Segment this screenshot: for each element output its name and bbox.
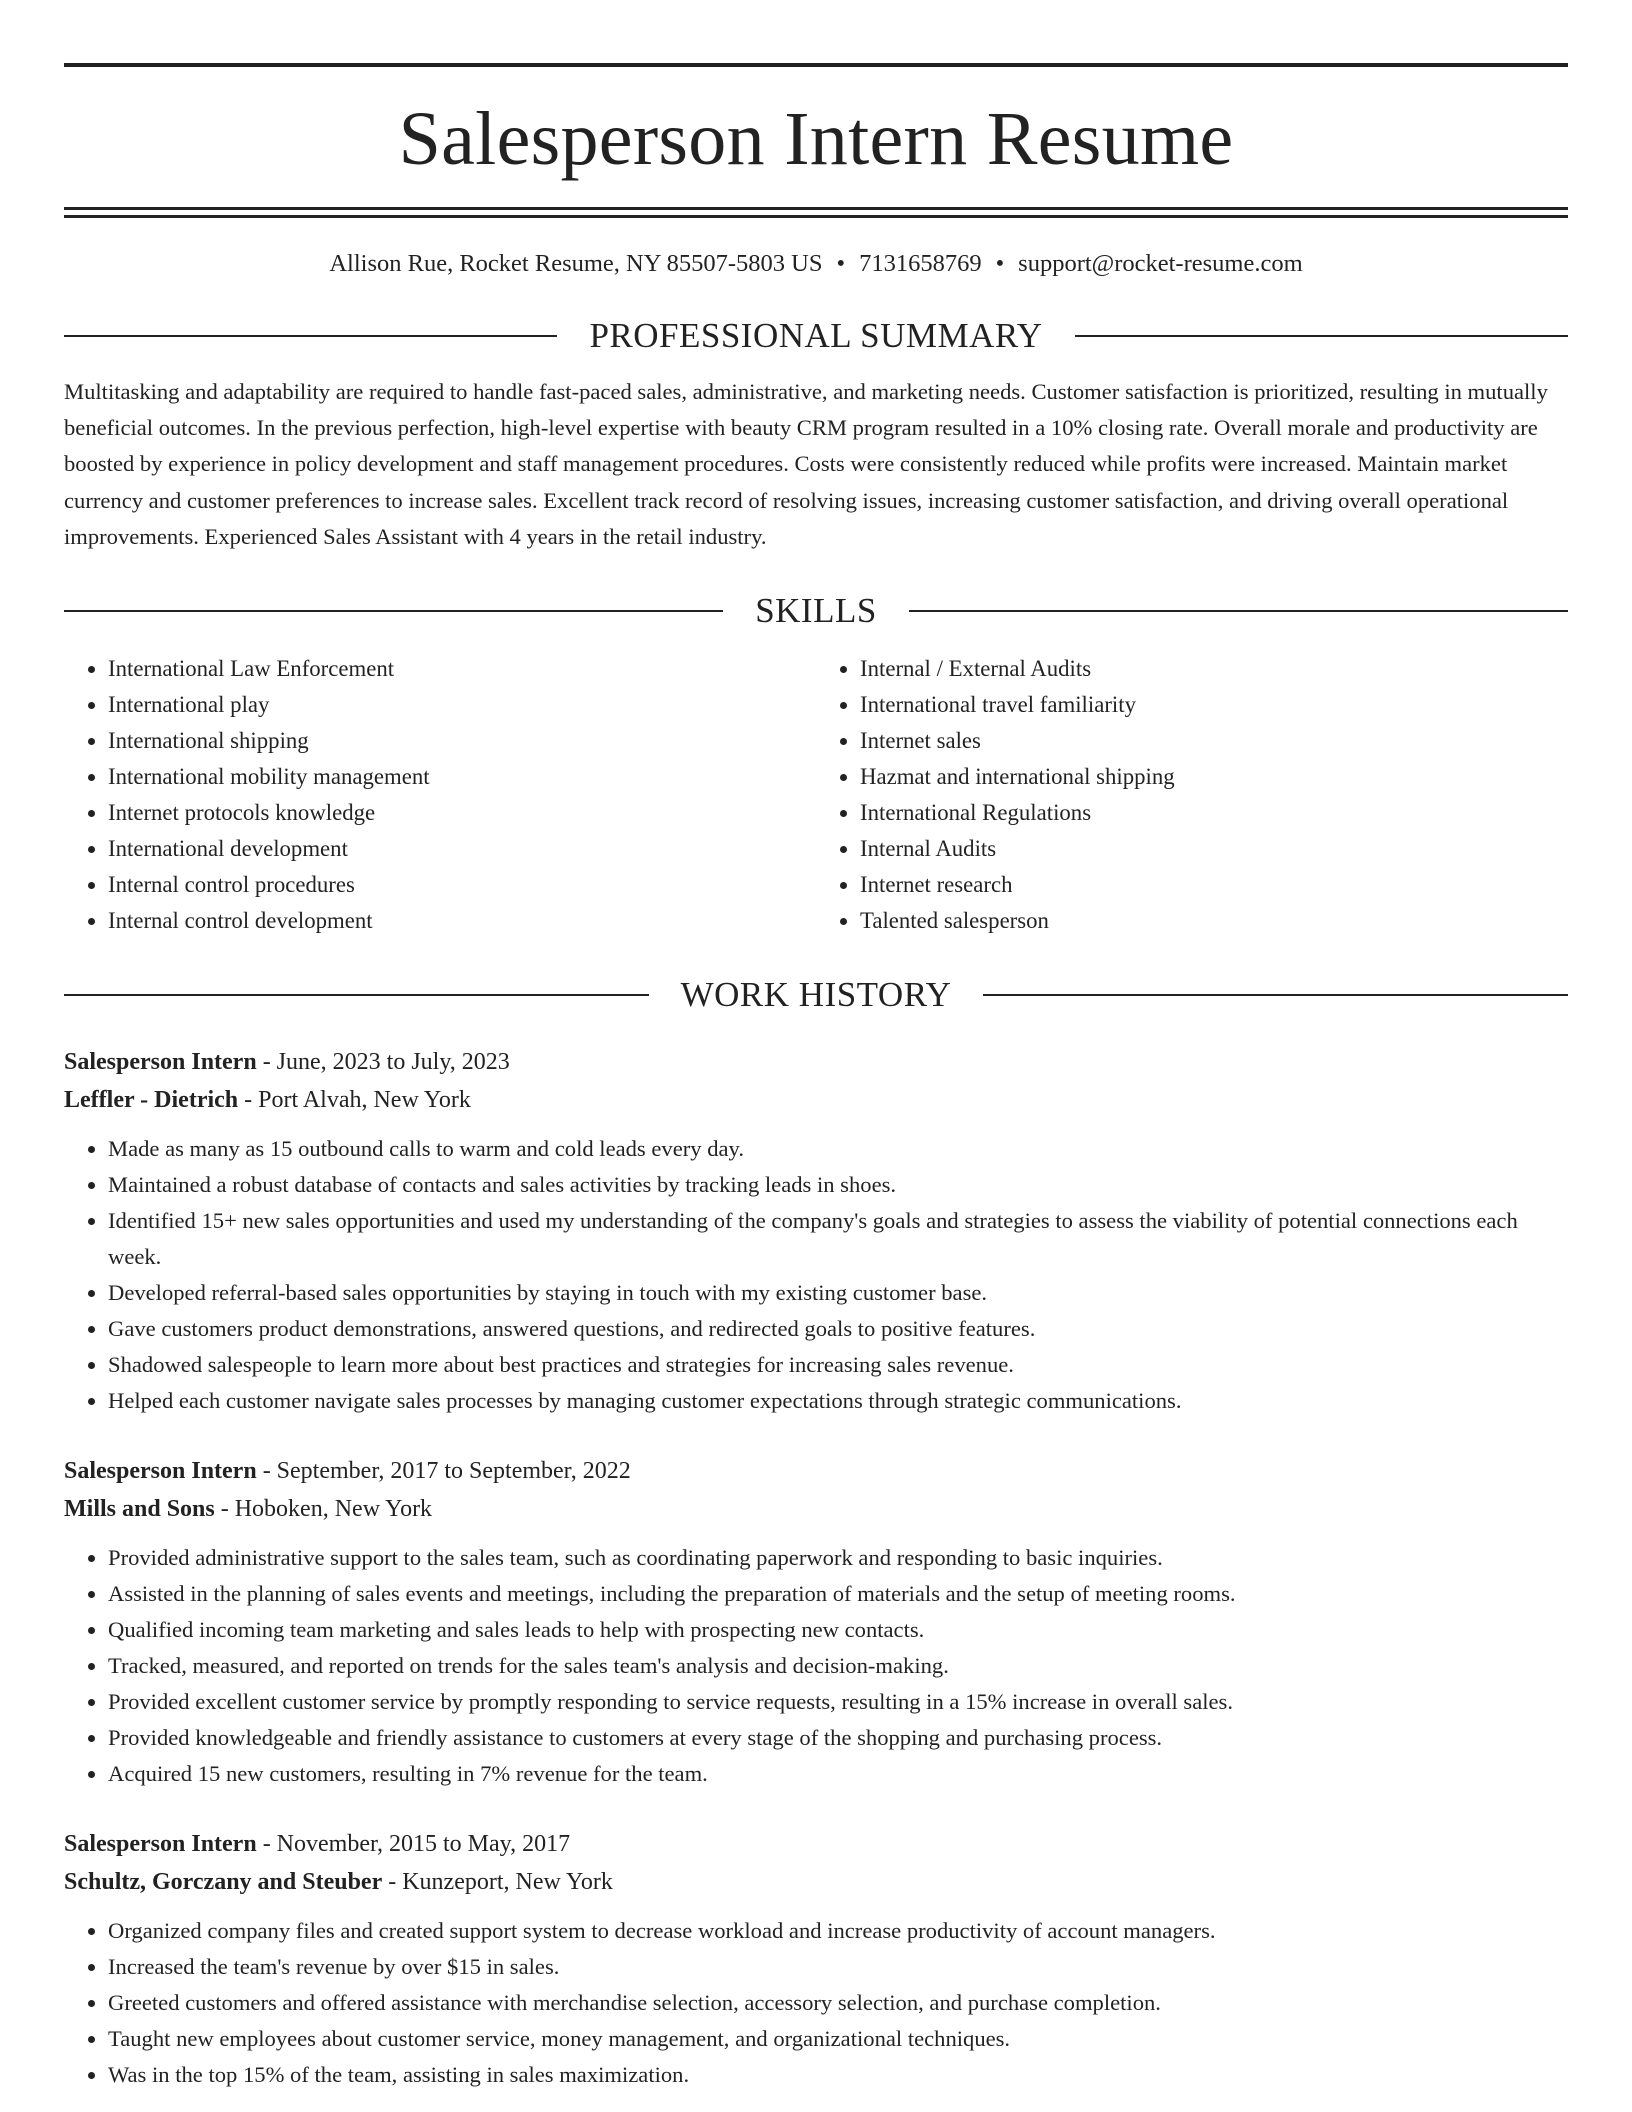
job-entry (64, 1825, 1568, 2093)
skill-item: • International Regulations (860, 795, 1568, 831)
work-history-heading-text: WORK HISTORY (680, 975, 952, 1015)
contact-separator: • (995, 250, 1005, 277)
job-bullet: • Helped each customer navigate sales processes by managing customer expectations through strategic communications. (108, 1383, 1568, 1419)
job-entry (64, 1452, 1568, 1792)
heading-rule (1075, 335, 1568, 337)
job-company: Leffler - Dietrich (64, 1087, 239, 1114)
skill-item: • Internal control procedures (108, 867, 816, 903)
job-company-line (64, 1490, 1568, 1528)
job-bullet: • Identified 15+ new sales opportunities and used my understanding of the company's goals and strategies to assess the viability of potential connections each week. (108, 1203, 1568, 1275)
job-dates: - September, 2017 to September, 2022 (256, 1458, 631, 1485)
job-bullet: • Provided excellent customer service by promptly responding to service requests, resulting in a 15% increase in overall sales. (108, 1684, 1568, 1720)
job-bullet: • Maintained a robust database of contacts and sales activities by tracking leads in shoes. (108, 1167, 1568, 1203)
summary-text: Multitasking and adaptability are required to handle fast-paced sales, administrative, and marketing needs. Customer satisfaction is prioritized, resulting in mutually beneficial outcomes. In the previous perfection, high-level expertise with beauty CRM program resulted in a 10% closing rate. Overall morale and productivity are boosted by experience in policy development and staff management procedures. Costs were consistently reduced while profits were increased. Maintain market currency and customer preferences to increase sales. Excellent track record of resolving issues, increasing customer satisfaction, and driving overall operational improvements. Experienced Sales Assistant with 4 years in the retail industry. (64, 379, 1548, 549)
job-bullet: • Developed referral-based sales opportunities by staying in touch with my existing customer base. (108, 1275, 1568, 1311)
job-title-line (64, 1825, 1568, 1863)
job-bullet: • Provided administrative support to the sales team, such as coordinating paperwork and responding to basic inquiries. (108, 1540, 1568, 1576)
job-bullet: • Was in the top 15% of the team, assisting in sales maximization. (108, 2057, 1568, 2093)
skills-column-left (64, 651, 816, 939)
contact-line (64, 248, 1568, 280)
skill-item: • International development (108, 831, 816, 867)
job-dates: - November, 2015 to May, 2017 (256, 1831, 571, 1858)
job-entry (64, 1043, 1568, 1419)
summary-heading-text: PROFESSIONAL SUMMARY (589, 316, 1043, 355)
job-dates: - June, 2023 to July, 2023 (256, 1049, 510, 1076)
heading-rule (64, 610, 723, 612)
skill-item: • Talented salesperson (860, 903, 1568, 939)
heading-rule (909, 610, 1568, 612)
job-location: - Kunzeport, New York (382, 1869, 613, 1896)
job-bullet: • Provided knowledgeable and friendly assistance to customers at every stage of the shopping and purchasing process. (108, 1720, 1568, 1756)
skill-item: • Hazmat and international shipping (860, 759, 1568, 795)
skill-item: • Internal Audits (860, 831, 1568, 867)
job-title: Salesperson Intern (64, 1049, 257, 1076)
job-title-line (64, 1452, 1568, 1490)
job-title: Salesperson Intern (64, 1831, 257, 1858)
skill-item: • Internet research (860, 867, 1568, 903)
job-title: Salesperson Intern (64, 1458, 257, 1485)
job-company: Mills and Sons (64, 1496, 215, 1523)
skill-item: • International play (108, 687, 816, 723)
job-bullet: • Taught new employees about customer service, money management, and organizational techniques. (108, 2021, 1568, 2057)
skills-column-right (816, 651, 1568, 939)
job-company-line (64, 1863, 1568, 1901)
skills-heading (64, 589, 1568, 633)
job-company-line (64, 1081, 1568, 1119)
contact-address: Allison Rue, Rocket Resume, NY 85507-5803 US (329, 250, 823, 277)
skill-item: • Internal / External Audits (860, 651, 1568, 687)
job-bullet: • Organized company files and created support system to decrease workload and increase productivity of account managers. (108, 1913, 1568, 1949)
skill-item: • International shipping (108, 723, 816, 759)
job-bullet: • Shadowed salespeople to learn more about best practices and strategies for increasing sales revenue. (108, 1347, 1568, 1383)
heading-rule (64, 335, 557, 337)
job-bullet: • Assisted in the planning of sales events and meetings, including the preparation of materials and the setup of meeting rooms. (108, 1576, 1568, 1612)
skill-item: • International Law Enforcement (108, 651, 816, 687)
heading-rule (64, 994, 649, 996)
skill-item: • International travel familiarity (860, 687, 1568, 723)
job-company: Schultz, Gorczany and Steuber (64, 1869, 383, 1896)
contact-phone: 7131658769 (859, 250, 982, 277)
summary-heading (64, 314, 1568, 358)
top-rule (64, 63, 1568, 67)
skill-item: • International mobility management (108, 759, 816, 795)
job-bullet: • Increased the team's revenue by over $15 in sales. (108, 1949, 1568, 1985)
job-bullet: • Greeted customers and offered assistance with merchandise selection, accessory selection, and purchase completion. (108, 1985, 1568, 2021)
contact-email: support@rocket-resume.com (1018, 250, 1303, 277)
job-title-line (64, 1043, 1568, 1081)
job-bullet: • Tracked, measured, and reported on trends for the sales team's analysis and decision-making. (108, 1648, 1568, 1684)
job-location: - Port Alvah, New York (238, 1087, 471, 1114)
skill-item: • Internal control development (108, 903, 816, 939)
job-bullet: • Gave customers product demonstrations, answered questions, and redirected goals to positive features. (108, 1311, 1568, 1347)
skill-item: • Internet sales (860, 723, 1568, 759)
job-bullets (64, 1913, 1568, 2093)
resume-page (64, 63, 1568, 2093)
job-bullet: • Made as many as 15 outbound calls to warm and cold leads every day. (108, 1131, 1568, 1167)
skills-heading-text: SKILLS (755, 591, 877, 631)
contact-separator: • (836, 250, 846, 277)
job-bullet: • Qualified incoming team marketing and sales leads to help with prospecting new contacts. (108, 1612, 1568, 1648)
heading-rule (983, 994, 1568, 996)
skill-item: • Internet protocols knowledge (108, 795, 816, 831)
job-location: - Hoboken, New York (214, 1496, 433, 1523)
skills-list (64, 651, 1568, 939)
resume-title: Salesperson Intern Resume (398, 97, 1234, 181)
title-double-rule (64, 207, 1568, 218)
job-bullet: • Acquired 15 new customers, resulting in 7% revenue for the team. (108, 1756, 1568, 1792)
job-bullets (64, 1131, 1568, 1419)
work-history-heading (64, 973, 1568, 1017)
job-bullets (64, 1540, 1568, 1792)
